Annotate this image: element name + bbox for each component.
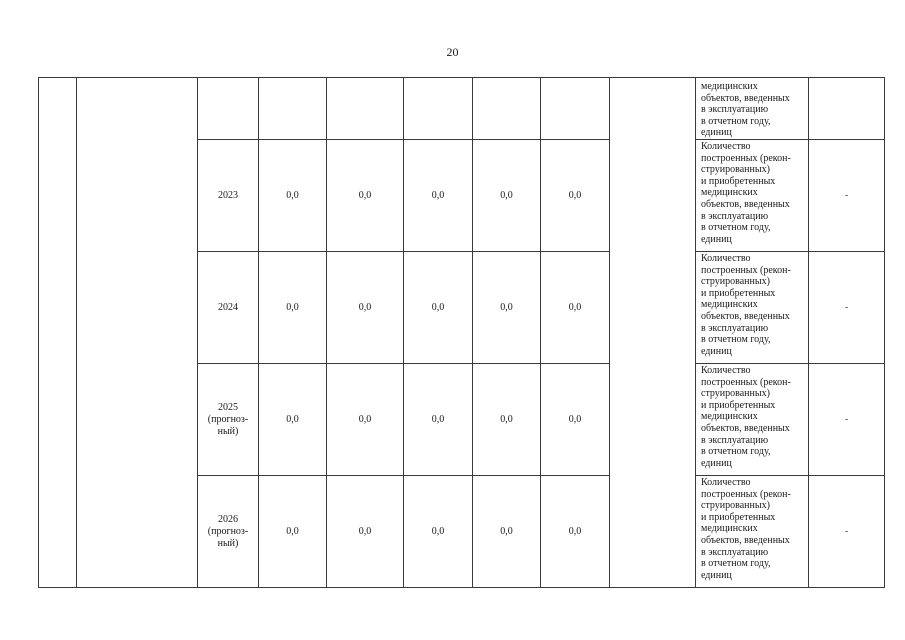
indicator-line: единиц [701, 233, 732, 245]
indicator-line: построенных (рекон- [701, 264, 791, 276]
year-cell [198, 364, 259, 476]
indicator-line: в отчетном году, [701, 222, 771, 234]
value-cell: 0,0 [259, 476, 327, 588]
value-cell: 0,0 [473, 140, 541, 252]
year-label: 2024 [218, 301, 238, 313]
indicator-line: единиц [701, 127, 732, 139]
indicator-value-cell: - [809, 364, 885, 476]
indicator-line: в эксплуатацию [701, 104, 769, 116]
year-cell [198, 78, 259, 140]
value-cell: 0,0 [541, 140, 610, 252]
indicator-cell [696, 364, 809, 476]
table-row [39, 78, 885, 140]
indicator-line: объектов, введенных [701, 92, 790, 104]
value-cell: 0,0 [541, 364, 610, 476]
year-note: ный) [217, 425, 239, 437]
indicator-line: построенных (рекон- [701, 152, 791, 164]
indicator-line: и приобретенных [701, 287, 776, 299]
year-note: ный) [217, 537, 239, 549]
value-cell: 0,0 [259, 252, 327, 364]
indicator-line: медицинских [701, 187, 758, 199]
value-cell: 0,0 [541, 476, 610, 588]
indicator-cell [696, 78, 809, 140]
value-cell: 0,0 [327, 252, 404, 364]
indicator-line: и приобретенных [701, 175, 776, 187]
indicator-line: в отчетном году, [701, 115, 771, 127]
indicator-value-cell [809, 78, 885, 140]
indicator-cell [696, 140, 809, 252]
value-cell [473, 78, 541, 140]
indicator-line: струированных) [701, 388, 770, 400]
indicator-line: в эксплуатацию [701, 210, 769, 222]
value-cell: 0,0 [404, 476, 473, 588]
indicator-line: Количество [701, 253, 751, 264]
value-cell: 0,0 [327, 476, 404, 588]
program-table [38, 77, 885, 588]
value-cell: 0,0 [404, 364, 473, 476]
value-cell: 0,0 [404, 140, 473, 252]
year-note: (прогноз- [207, 525, 249, 537]
indicator-line: в отчетном году, [701, 558, 771, 570]
value-cell: 0,0 [473, 252, 541, 364]
value-cell [327, 78, 404, 140]
indicator-line: построенных (рекон- [701, 376, 791, 388]
year-label: 2026 [218, 513, 238, 525]
indicator-line: Количество [701, 477, 751, 488]
indicator-line: струированных) [701, 164, 770, 176]
year-note: (прогноз- [207, 413, 249, 425]
indicator-line: в эксплуатацию [701, 434, 769, 446]
indicator-line: медицинских [701, 411, 758, 423]
value-cell: 0,0 [473, 364, 541, 476]
value-cell [541, 78, 610, 140]
indicator-line: единиц [701, 345, 732, 357]
indicator-line: объектов, введенных [701, 422, 790, 434]
indicator-value-cell: - [809, 140, 885, 252]
value-cell: 0,0 [404, 252, 473, 364]
indicator-line: объектов, введенных [701, 534, 790, 546]
value-cell: 0,0 [327, 140, 404, 252]
indicator-line: в отчетном году, [701, 446, 771, 458]
year-cell [198, 252, 259, 364]
year-cell [198, 140, 259, 252]
indicator-line: в эксплуатацию [701, 322, 769, 334]
indicator-line: медицинских [701, 523, 758, 535]
value-cell: 0,0 [259, 364, 327, 476]
indicator-line: медицинских [701, 81, 758, 93]
indicator-cell [696, 252, 809, 364]
indicator-value-cell: - [809, 476, 885, 588]
indicator-line: Количество [701, 141, 751, 152]
value-cell: 0,0 [541, 252, 610, 364]
indicator-line: в отчетном году, [701, 334, 771, 346]
indicator-value-cell: - [809, 252, 885, 364]
year-cell [198, 476, 259, 588]
year-label: 2023 [218, 189, 238, 201]
value-cell: 0,0 [473, 476, 541, 588]
indicator-line: построенных (рекон- [701, 488, 791, 500]
number-cell [39, 78, 77, 588]
executor-cell [610, 78, 696, 588]
indicator-line: и приобретенных [701, 399, 776, 411]
indicator-line: и приобретенных [701, 511, 776, 523]
indicator-cell [696, 476, 809, 588]
indicator-line: Количество [701, 365, 751, 376]
value-cell [259, 78, 327, 140]
year-label: 2025 [218, 401, 238, 413]
value-cell: 0,0 [259, 140, 327, 252]
page-number: 20 [446, 45, 459, 59]
activity-name-cell [77, 78, 198, 588]
indicator-line: единиц [701, 457, 732, 469]
indicator-line: струированных) [701, 500, 770, 512]
indicator-line: медицинских [701, 299, 758, 311]
value-cell: 0,0 [327, 364, 404, 476]
value-cell [404, 78, 473, 140]
indicator-line: объектов, введенных [701, 198, 790, 210]
indicator-line: единиц [701, 569, 732, 581]
indicator-line: струированных) [701, 276, 770, 288]
indicator-line: объектов, введенных [701, 310, 790, 322]
indicator-line: в эксплуатацию [701, 546, 769, 558]
